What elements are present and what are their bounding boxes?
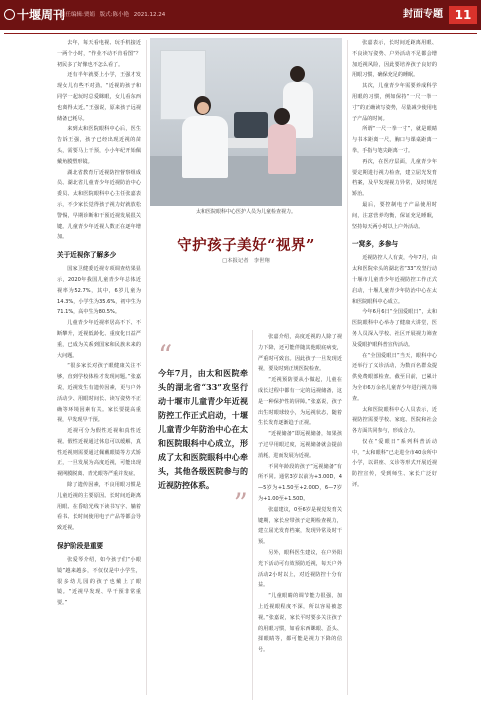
subheading: 一窝多，多参与	[352, 240, 399, 249]
paragraph: “儿童眼睛的调节能力很强，加上近视眼程度不深，所以容易被忽视。”张嘉说，家长平时要多关注孩子的用眼习惯，如看东西眯眼、歪头、揉眼睛等，都可能是视力下降的信号。	[258, 593, 342, 654]
pull-quote	[158, 339, 248, 584]
paragraph: 张爱琴介绍，如今孩子们“小眼镜”越来越多，不仅仅是中小学生，很多幼儿园的孩子也戴上了眼镜。“近视早发现、早干预非常重要。”	[57, 557, 141, 607]
photo-doctor-face	[197, 102, 209, 114]
newspaper-logo-icon	[4, 9, 15, 20]
paragraph: 另外，眼科医生建议，在户外阳光下活动可有效预防近视，每天户外活动2小时以上，对近视防控十分有益。	[258, 549, 342, 589]
masthead-title: 十堰周刊	[17, 8, 66, 22]
close-quote-icon: ”	[233, 487, 248, 520]
paragraph: 来到太和医院眼科中心后，医生告诉王强，孩子已经出现近视的苗头，需要马上干预，小小年纪开始佩戴角膜塑形镜。	[57, 126, 141, 165]
layout-credit: 版式:陈小艳	[99, 12, 129, 18]
page-meta	[60, 0, 168, 30]
pull-quote-text: 今年7月，由太和医院牵头的湖北省“33”攻坚行动十堰市儿童青少年近视防控工作正式启动，十堰儿童青少年防治中心在太和医院眼科中心成立，形成了太和医院眼科中心牵头，其他各级医院参与的近视防控体系。	[158, 368, 248, 490]
page-number: 11	[449, 6, 477, 24]
paragraph: 所谓“一尺一拳一寸”，就是眼睛与书本距离一尺，胸口与课桌距离一拳，手指与笔尖距离一寸。	[352, 126, 437, 154]
photo-floor	[150, 156, 342, 206]
article-byline: □本报记者 李世翔	[222, 258, 270, 264]
subheading: 保护阶段是重要	[57, 542, 104, 551]
paragraph: 再次，在医疗层面，儿童青少年要定期进行视力检查，建立屈光发育档案，及早发现视力异常，及时规范矫治。	[352, 158, 437, 198]
paragraph: 湖北省教育厅近视防控督察组成员、湖北省儿童青少年近视防治中心委员、太和医院眼科中心主任张嘉表示，不少家长觉得孩子视力好就放松警惕，早期诊断和干预近视发展很关键。儿童青少年近视人数正在逐年增加。	[57, 169, 141, 241]
editor-credit: 责任编辑:贾娟	[60, 12, 95, 18]
column-divider	[146, 40, 147, 695]
photo-nurse-head	[290, 66, 305, 82]
paragraph: 近视可分为假性近视和真性近视。假性近视通过休息可以缓解，真性近视则需要通过佩戴眼镜等方式矫正，一旦发展为高度近视，可能出现视网膜脱离、青光眼等严重并发症。	[57, 428, 141, 478]
photo-child-head	[274, 108, 290, 125]
paragraph: 在“全国爱眼日”当天，眼科中心还举行了义诊活动，为数百名群众提供免费眼部检查。截至目前，已累计为全市6万余名儿童青少年进行视力筛查。	[352, 352, 437, 402]
paragraph: 最后，要控制电子产品使用时间，注意营养均衡，保证充足睡眠，坚持每天两小时以上户外活动。	[352, 201, 437, 230]
section-title: 封面专题	[403, 9, 443, 20]
article-headline: 守护孩子美好“视界”	[177, 237, 315, 254]
article-photo	[150, 38, 342, 206]
article-column-2	[258, 332, 342, 702]
photo-caption: 太和医院眼科中心医护人员为儿童检查视力。	[195, 209, 296, 215]
masthead	[0, 0, 66, 30]
paragraph: 国家卫健委近视专项调查结果显示，2020年我国儿童青少年总体近视率为52.7%，其中，6岁儿童为14.3%，小学生为35.6%，初中生为71.1%，高中生为80.5%。	[57, 266, 141, 316]
paragraph: 不同年龄段的孩子“远视储备”有所不同。通常3岁以前为+3.00D，4—5岁为+1.50至+2.00D，6—7岁为+1.00至+1.50D。	[258, 463, 342, 502]
photo-doctor	[182, 116, 228, 178]
paragraph: 去年，每天看电视、玩手机接近一两个小时，“作业不动不肯看图”？初民多了好像也不怎么看了。	[57, 40, 141, 68]
paragraph: “很多家长对孩子眼健康关注不够，直到学校体检才发现问题。”张嘉说，近视发生有遗传因素，更与户外活动少、用眼时间长、读写姿势不正确等环境因素有关。家长要提高重视，早发现早干预。	[57, 363, 141, 424]
column-divider	[347, 40, 348, 695]
photo-child	[268, 124, 296, 174]
article-column-1	[57, 38, 141, 698]
paragraph: “近视储备”即远视储备，如果孩子过早用眼过度，远视储备就会提前消耗，进而发展为近视。	[258, 431, 342, 459]
open-quote-icon: “	[158, 339, 173, 372]
paragraph: 近视防控人人有责，今年7月，由太和医院牵头的湖北省“33”攻坚行动十堰市儿童青少年近视防控工作正式启动，十堰儿童青少年防治中心在太和医院眼科中心成立。	[352, 255, 437, 305]
paragraph: 儿童青少年近视率居高不下、不断攀升，近视低龄化、重度化日益严重，已成为关系到国家和民族未来的大问题。	[57, 320, 141, 359]
subheading: 关于近视你了解多少	[57, 251, 117, 260]
paragraph: 仅在“爱眼日”系列科普活动中，“太和眼科”已走进全市40余所中小学，以讲座、义诊等形式开展近视防控宣传，受到师生、家长广泛好评。	[352, 438, 437, 489]
column-divider	[252, 330, 253, 700]
paragraph: “近视预防要从小做起，儿童在成长过程中都有一定的远视储备，这是一种保护性的屏障。”张嘉说，孩子出生时眼球较小，为远视状态，随着生长发育逐渐趋于正视。	[258, 377, 342, 427]
photo-eye-exam-device	[234, 112, 268, 138]
paragraph: 张嘉表示，长时间近距离用眼、不良读写姿势、户外活动不足都会增加近视风险，因此要培养孩子良好的用眼习惯，确保充足的睡眠。	[352, 40, 437, 79]
header-rule	[4, 33, 477, 34]
paragraph: 今年6月6日“全国爱眼日”，太和医院眼科中心举办了健康大讲堂，医务人员深入学校、社区开展视力筛查及爱眼护眼科普宣传活动。	[352, 309, 437, 348]
issue-date: 2021.12.24	[133, 12, 166, 18]
paragraph: 还有半年就要上小学，王强才发现女儿有些不对劲。“近视的孩子和同学一起玩时总爱眯眼，女儿看东西也离得太近。”王强说，原来孩子远视储备已耗尽。	[57, 72, 141, 122]
paragraph: 张嘉建议，0至6岁是视觉发育关键期，家长应带孩子定期检查视力，建立屈光发育档案，发现异常及时干预。	[258, 506, 342, 546]
paragraph: 除了遗传因素，不良用眼习惯是儿童近视的主要原因。长时间近距离用眼、在昏暗光线下读书写字、躺着看书、长时间使用电子产品等都会导致近视。	[57, 482, 141, 532]
paragraph: 张嘉介绍，高度近视的人除了视力下降，还可能伴随其他眼底病变，严重时可致盲。因此孩子一旦发现近视，要及时到正规医院检查。	[258, 334, 342, 373]
article-column-3	[352, 38, 437, 698]
paragraph: 其次，儿童青少年需要养成科学用眼的习惯，例如保持“一尺一拳一寸”的正确读写姿势，尽量减少使用电子产品的时间。	[352, 83, 437, 122]
paragraph: 太和医院眼科中心人员表示，近视防控需要学校、家庭、医院和社会各方面共同参与，形成合力。	[352, 406, 437, 435]
